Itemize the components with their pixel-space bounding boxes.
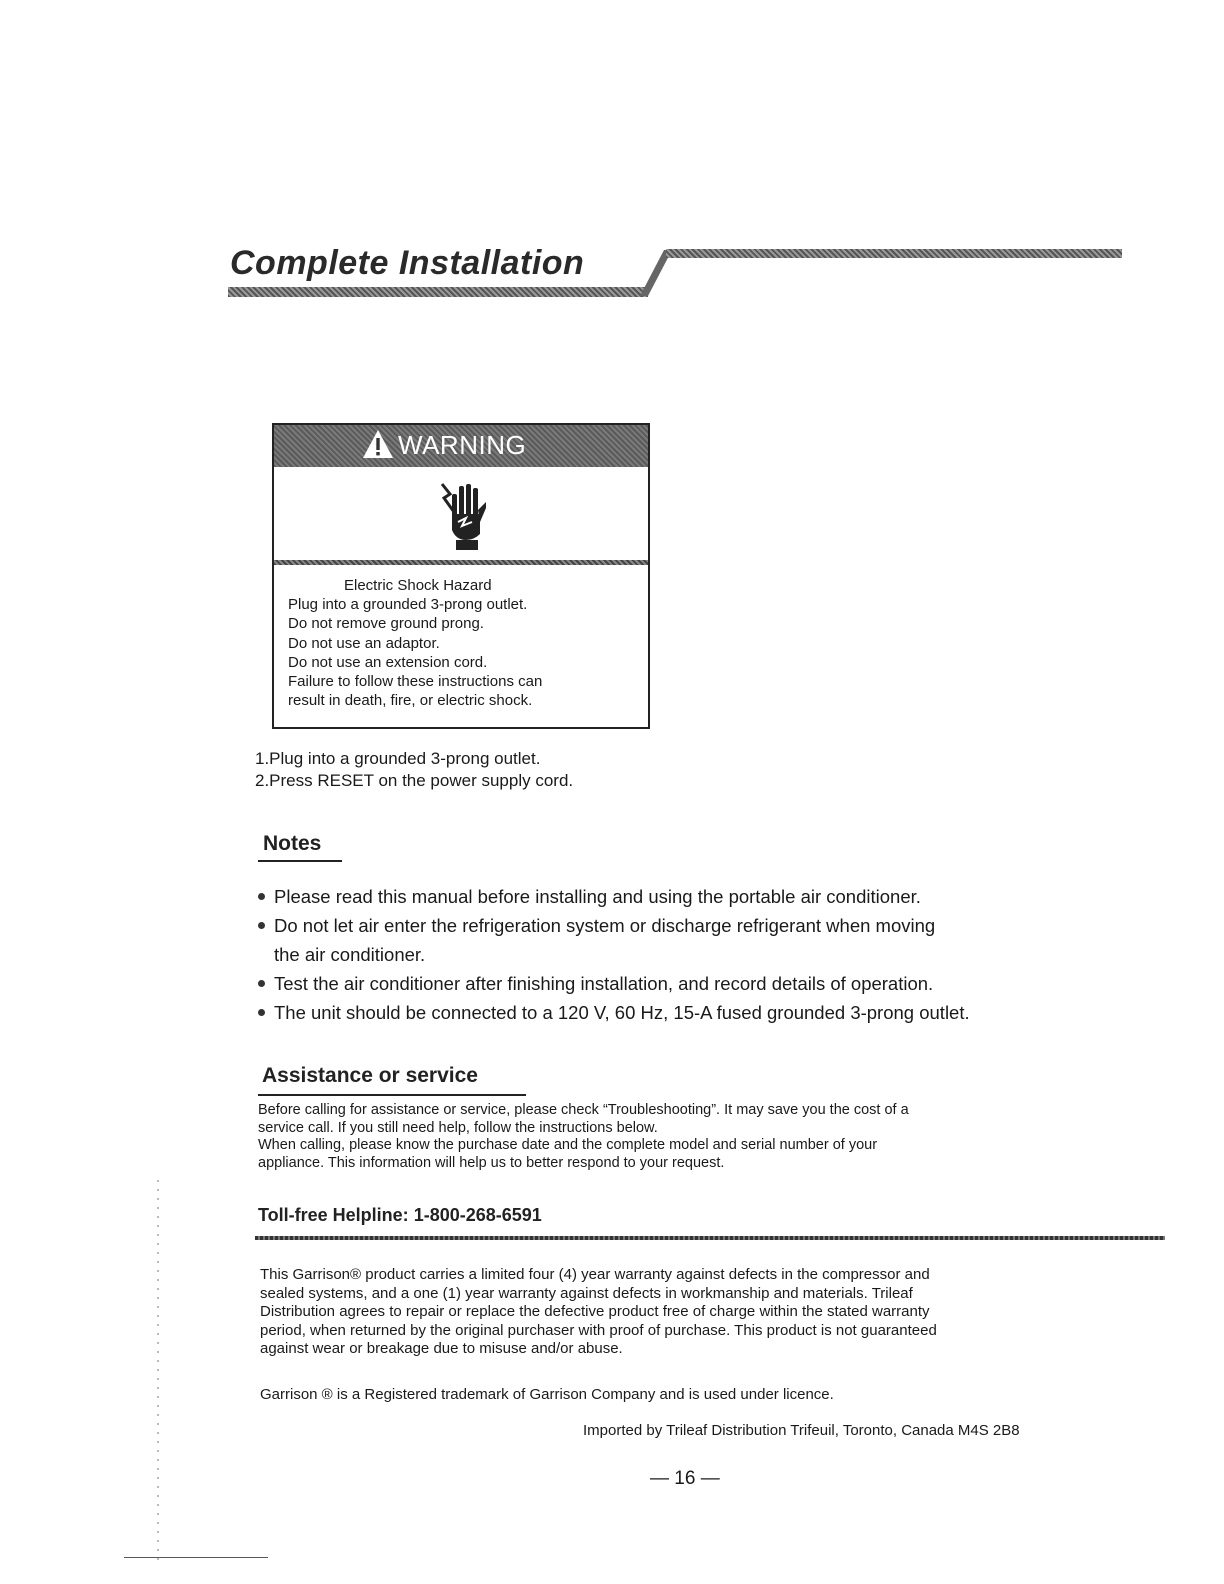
list-item: Test the air conditioner after finishing installation, and record details of operation. [258,969,1078,998]
list-item: Do not let air enter the refrigeration system or discharge refrigerant when moving [258,911,1078,940]
warranty-line: Distribution agrees to repair or replace the defective product free of charge within the stated warranty [260,1303,930,1320]
bullet-icon [258,980,265,987]
installation-steps [255,748,573,792]
bullet-icon [258,1009,265,1016]
page-number: — 16 — [650,1468,720,1489]
importer-info: Imported by Trileaf Distribution Trifeuil, Toronto, Canada M4S 2B8 [583,1422,1020,1439]
helpline-number: 1-800-268-6591 [413,1205,542,1225]
page-title: Complete Installation [230,244,585,282]
notes-heading-underline [258,860,342,862]
bottom-rule [124,1557,268,1558]
header-rule [666,249,1122,258]
trademark-notice: Garrison ® is a Registered trademark of Garrison Company and is used under licence. [260,1386,834,1403]
warning-triangle-icon [362,429,394,459]
helpline [258,1205,542,1226]
warning-line: Plug into a grounded 3-prong outlet. [288,596,528,614]
bullet-icon [258,922,265,929]
warning-line: Do not use an extension cord. [288,653,488,671]
assistance-line: When calling, please know the purchase date and the complete model and serial number of your [258,1137,878,1153]
assistance-line: appliance. This information will help us to better respond to your request. [258,1154,725,1171]
warranty-line: This Garrison® product carries a limited four (4) year warranty against defects in the compressor and [260,1266,930,1283]
warranty-line: sealed systems, and a one (1) year warranty against defects in workmanship and materials. Trileaf [260,1284,913,1302]
list-item: The unit should be connected to a 120 V, 60 Hz, 15-A fused grounded 3-prong outlet. [258,998,1078,1027]
title-underline [228,287,648,297]
warning-line: Do not remove ground prong. [288,615,484,633]
warning-line: result in death, fire, or electric shock. [288,692,533,710]
scan-margin-artifact [157,1180,159,1560]
assistance-line: service call. If you still need help, follow the instructions below. [258,1119,658,1136]
assistance-heading: Assistance or service [262,1064,478,1087]
notes-heading: Notes [263,832,322,855]
warning-divider [274,560,648,565]
step-2: 2.Press RESET on the power supply cord. [255,771,574,790]
assistance-line: Before calling for assistance or service, please check “Troubleshooting”. It may save you the cost of a [258,1102,909,1118]
notes-list [258,882,1078,1027]
warning-title: WARNING [398,430,527,460]
electric-shock-hand-icon [440,478,488,552]
section-separator [255,1236,1165,1240]
warning-line: Do not use an adaptor. [288,634,440,652]
warning-line: Failure to follow these instructions can [288,673,543,691]
warning-text [288,576,638,710]
warning-line: Electric Shock Hazard [344,577,492,594]
assistance-text [258,1102,1088,1172]
warranty-line: against wear or breakage due to misuse and/or abuse. [260,1340,623,1357]
step-1: 1.Plug into a grounded 3-prong outlet. [255,749,541,768]
list-item: Please read this manual before installing and using the portable air conditioner. [258,882,1078,911]
list-item-continuation: the air conditioner. [274,944,426,965]
helpline-label: Toll-free Helpline: [258,1205,409,1225]
assistance-heading-underline [258,1094,526,1096]
bullet-icon [258,893,265,900]
warranty-line: period, when returned by the original purchaser with proof of purchase. This product is not guaranteed [260,1321,937,1339]
warranty-text [260,1266,1100,1359]
